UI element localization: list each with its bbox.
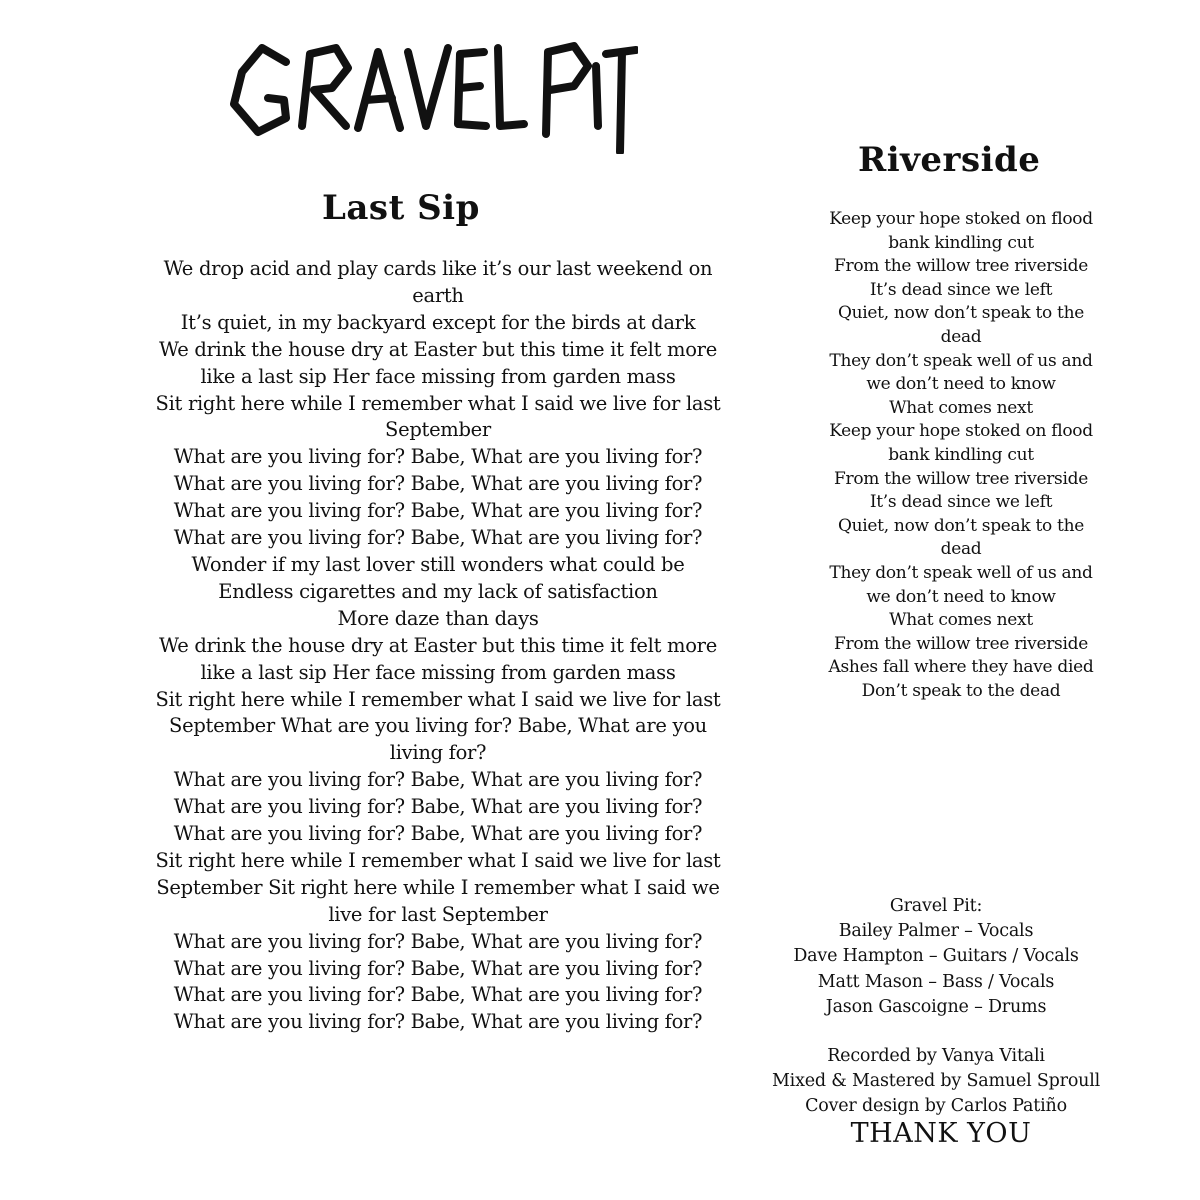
- lyric-line: What are you living for? Babe, What are you living for?: [173, 929, 703, 953]
- production-credits: [736, 1044, 1136, 1119]
- credit-line: Gravel Pit:: [889, 896, 983, 916]
- lyric-line: What comes next: [889, 610, 1033, 631]
- credit-line: Mixed & Mastered by Samuel Sproull: [771, 1071, 1101, 1091]
- band-logo: [228, 14, 638, 154]
- lyric-line: What comes next: [889, 397, 1033, 418]
- lyric-line: we don’t need to know: [866, 586, 1056, 607]
- lyric-line: We drink the house dry at Easter but this time it felt more: [159, 337, 717, 361]
- credit-line: Recorded by Vanya Vitali: [827, 1046, 1045, 1066]
- lyric-line: We drop acid and play cards like it’s our last weekend on: [163, 257, 713, 280]
- lyric-line: bank kindling cut: [888, 232, 1034, 253]
- lyric-line: What are you living for? Babe, What are you living for?: [173, 499, 703, 523]
- lyric-line: Endless cigarettes and my lack of satisfaction: [218, 579, 658, 603]
- lyric-line: like a last sip Her face missing from garden mass: [200, 660, 676, 684]
- lyric-line: It’s dead since we left: [869, 279, 1053, 300]
- lyric-line: Wonder if my last lover still wonders what could be: [191, 552, 685, 576]
- lyrics-last-sip: [108, 256, 768, 1036]
- lyric-line: September Sit right here while I remember what I said we: [156, 875, 720, 899]
- lyric-line: live for last September: [328, 902, 548, 926]
- lyric-line: September What are you living for? Babe, What are you: [169, 714, 707, 738]
- lyric-line: bank kindling cut: [888, 444, 1034, 465]
- band-logo-art: [228, 14, 638, 154]
- lyric-line: What are you living for? Babe, What are you living for?: [173, 445, 703, 469]
- lyric-line: Sit right here while I remember what I said we live for last: [155, 391, 721, 415]
- lyrics-riverside: [786, 208, 1136, 703]
- lyric-line: Keep your hope stoked on flood: [829, 209, 1093, 229]
- credit-line: Jason Gascoigne – Drums: [825, 996, 1047, 1017]
- lyric-line: like a last sip Her face missing from garden mass: [200, 364, 676, 388]
- lyric-line: What are you living for? Babe, What are you living for?: [173, 768, 703, 792]
- lyric-line: dead: [940, 326, 982, 347]
- lyric-line: dead: [940, 539, 982, 560]
- lyric-line: What are you living for? Babe, What are you living for?: [173, 822, 703, 846]
- song-title-last-sip: Last Sip: [322, 188, 480, 228]
- lyric-line: Sit right here while I remember what I said we live for last: [155, 848, 721, 872]
- lyric-line: We drink the house dry at Easter but this time it felt more: [159, 633, 717, 657]
- lyric-line: Quiet, now don’t speak to the: [838, 515, 1084, 536]
- lyric-line: More daze than days: [337, 606, 539, 630]
- lyric-line: Quiet, now don’t speak to the: [838, 303, 1084, 324]
- credit-line: Cover design by Carlos Patiño: [805, 1096, 1067, 1116]
- lyric-line: Keep your hope stoked on flood: [829, 421, 1093, 442]
- lyric-line: September: [385, 418, 491, 442]
- lyric-line: earth: [412, 283, 464, 307]
- lyric-line: What are you living for? Babe, What are you living for?: [173, 1010, 703, 1034]
- lyric-line: living for?: [389, 741, 487, 765]
- lyric-line: What are you living for? Babe, What are you living for?: [173, 983, 703, 1007]
- band-credits: [736, 894, 1136, 1020]
- lyric-line: What are you living for? Babe, What are you living for?: [173, 956, 703, 980]
- lyric-line: They don’t speak well of us and: [829, 350, 1093, 371]
- lyric-line: They don’t speak well of us and: [829, 562, 1093, 583]
- lyric-line: From the willow tree riverside: [834, 468, 1088, 489]
- credit-line: Dave Hampton – Guitars / Vocals: [793, 946, 1079, 967]
- lyric-line: Ashes fall where they have died: [828, 657, 1094, 678]
- song-title-riverside: Riverside: [858, 140, 1041, 180]
- credit-line: Bailey Palmer – Vocals: [838, 921, 1034, 942]
- lyric-line: What are you living for? Babe, What are you living for?: [173, 472, 703, 496]
- lyric-line: Don’t speak to the dead: [861, 680, 1061, 701]
- lyric-line: What are you living for? Babe, What are you living for?: [173, 795, 703, 819]
- lyric-line: we don’t need to know: [866, 374, 1056, 395]
- thank-you-text: THANK YOU: [850, 1118, 1032, 1149]
- lyric-line: From the willow tree riverside: [834, 256, 1088, 277]
- lyric-line: Sit right here while I remember what I said we live for last: [155, 687, 721, 711]
- credit-line: Matt Mason – Bass / Vocals: [817, 971, 1055, 992]
- lyric-line: From the willow tree riverside: [834, 633, 1088, 654]
- lyric-line: What are you living for? Babe, What are you living for?: [173, 526, 703, 550]
- lyric-line: It’s quiet, in my backyard except for the birds at dark: [180, 310, 696, 334]
- lyric-line: It’s dead since we left: [869, 492, 1053, 513]
